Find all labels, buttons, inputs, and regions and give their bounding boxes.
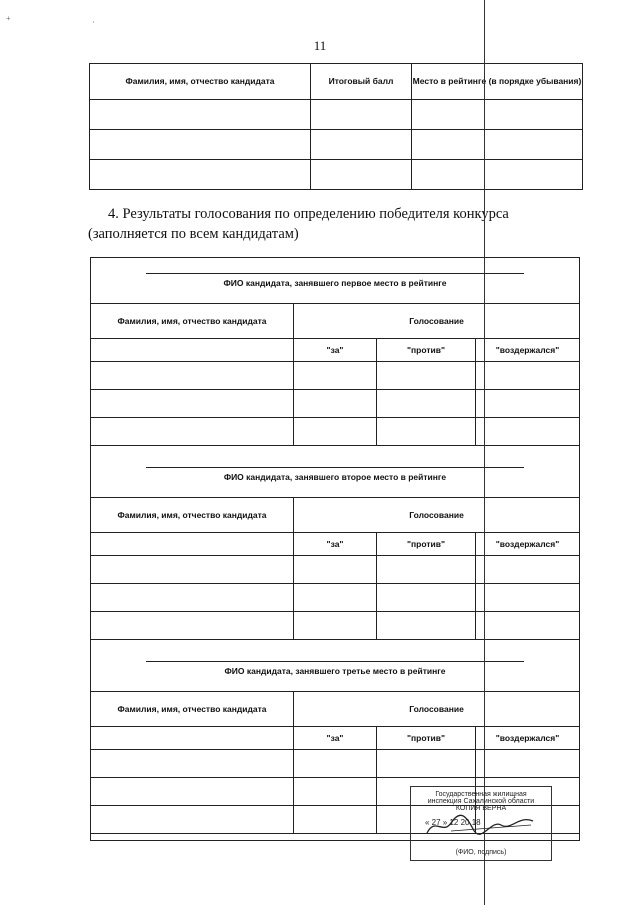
- candidate-label: ФИО кандидата, занявшего третье место в рейтинге: [224, 666, 446, 676]
- section-heading: 4. Результаты голосования по определению победителя конкурса (заполняется по всем кандидатам): [88, 206, 509, 242]
- table-cell[interactable]: [294, 556, 377, 584]
- rating-header-name: Фамилия, имя, отчество кандидата: [90, 64, 311, 100]
- vote-for-header: "за": [294, 533, 377, 556]
- table-cell[interactable]: [476, 750, 580, 778]
- table-cell[interactable]: [476, 612, 580, 640]
- vote-for-header: "за": [294, 339, 377, 362]
- stamp-date: « 27 » 12 20 18: [425, 818, 481, 827]
- table-cell[interactable]: [476, 584, 580, 612]
- table-cell[interactable]: [294, 778, 377, 806]
- table-cell[interactable]: [476, 390, 580, 418]
- table-cell[interactable]: [294, 362, 377, 390]
- candidate-name-line[interactable]: [146, 273, 524, 274]
- table-cell[interactable]: [476, 556, 580, 584]
- table-row: [91, 556, 580, 584]
- table-cell[interactable]: [294, 750, 377, 778]
- candidate-name-line[interactable]: [146, 467, 524, 468]
- vote-header-voting: Голосование: [294, 304, 580, 339]
- vote-abstained-header: "воздержался": [476, 339, 580, 362]
- table-cell[interactable]: [476, 418, 580, 446]
- stamp-fio-caption: (ФИО, подпись): [455, 849, 507, 856]
- table-cell[interactable]: [377, 750, 476, 778]
- table-cell[interactable]: [91, 778, 294, 806]
- vote-subheader: [91, 727, 580, 750]
- table-row: [91, 390, 580, 418]
- table-cell[interactable]: [377, 418, 476, 446]
- table-row: [91, 750, 580, 778]
- table-cell[interactable]: [90, 130, 311, 160]
- vote-abstained-header: "воздержался": [476, 533, 580, 556]
- vote-header-name: Фамилия, имя, отчество кандидата: [91, 498, 294, 533]
- table-cell[interactable]: [311, 130, 412, 160]
- table-cell: [91, 727, 294, 750]
- vote-for-header: "за": [294, 727, 377, 750]
- rating-table: [89, 63, 583, 190]
- table-cell[interactable]: [90, 100, 311, 130]
- stamp-line-2: инспекция Сахалинской области: [427, 798, 535, 805]
- table-row: [91, 418, 580, 446]
- table-cell[interactable]: [377, 612, 476, 640]
- table-cell: [91, 339, 294, 362]
- table-cell[interactable]: [377, 584, 476, 612]
- vote-header-name: Фамилия, имя, отчество кандидата: [91, 304, 294, 339]
- table-cell[interactable]: [311, 160, 412, 190]
- table-row: [90, 130, 583, 160]
- table-cell[interactable]: [412, 130, 583, 160]
- table-cell[interactable]: [294, 390, 377, 418]
- table-cell[interactable]: [476, 362, 580, 390]
- candidate-name-line[interactable]: [146, 661, 524, 662]
- table-cell[interactable]: [91, 362, 294, 390]
- table-row: [90, 160, 583, 190]
- vote-abstained-header: "воздержался": [476, 727, 580, 750]
- table-cell[interactable]: [377, 556, 476, 584]
- table-row: [91, 612, 580, 640]
- stamp-line-3: КОПИЯ ВЕРНА: [455, 805, 507, 812]
- table-cell[interactable]: [377, 362, 476, 390]
- vote-table-header: [91, 692, 580, 727]
- table-row: [91, 584, 580, 612]
- stamp-line-1: Государственная жилищная: [435, 791, 527, 798]
- vote-against-header: "против": [377, 727, 476, 750]
- candidate-label: ФИО кандидата, занявшего первое место в рейтинге: [223, 278, 447, 288]
- vote-table: [90, 497, 580, 640]
- table-cell[interactable]: [311, 100, 412, 130]
- table-row: [90, 100, 583, 130]
- table-cell[interactable]: [294, 418, 377, 446]
- table-cell: [91, 533, 294, 556]
- table-cell[interactable]: [294, 612, 377, 640]
- candidate-label: ФИО кандидата, занявшего второе место в рейтинге: [223, 472, 447, 482]
- voting-frame: [90, 257, 580, 841]
- vote-subheader: [91, 533, 580, 556]
- table-cell[interactable]: [294, 806, 377, 834]
- vote-table-header: [91, 304, 580, 339]
- table-cell[interactable]: [91, 806, 294, 834]
- table-cell[interactable]: [90, 160, 311, 190]
- scan-fold-line: [484, 0, 485, 905]
- table-cell[interactable]: [91, 584, 294, 612]
- vote-table: [90, 303, 580, 446]
- vote-against-header: "против": [377, 339, 476, 362]
- margin-dot: ·: [92, 18, 95, 27]
- table-row: [91, 362, 580, 390]
- table-cell[interactable]: [377, 390, 476, 418]
- table-cell[interactable]: [294, 584, 377, 612]
- table-cell[interactable]: [412, 160, 583, 190]
- vote-header-name: Фамилия, имя, отчество кандидата: [91, 692, 294, 727]
- certification-stamp: [410, 786, 552, 861]
- margin-mark: +: [6, 14, 11, 23]
- vote-header-voting: Голосование: [294, 692, 580, 727]
- page-number: 11: [313, 38, 327, 53]
- table-cell[interactable]: [91, 390, 294, 418]
- rating-header-score: Итоговый балл: [311, 64, 412, 100]
- signature-icon: [421, 809, 541, 839]
- vote-against-header: "против": [377, 533, 476, 556]
- vote-table-header: [91, 498, 580, 533]
- rating-table-header: [90, 64, 583, 100]
- vote-header-voting: Голосование: [294, 498, 580, 533]
- table-cell[interactable]: [412, 100, 583, 130]
- rating-header-place: Место в рейтинге (в порядке убывания): [412, 64, 583, 100]
- table-cell[interactable]: [91, 418, 294, 446]
- table-cell[interactable]: [91, 556, 294, 584]
- table-cell[interactable]: [91, 612, 294, 640]
- vote-subheader: [91, 339, 580, 362]
- table-cell[interactable]: [91, 750, 294, 778]
